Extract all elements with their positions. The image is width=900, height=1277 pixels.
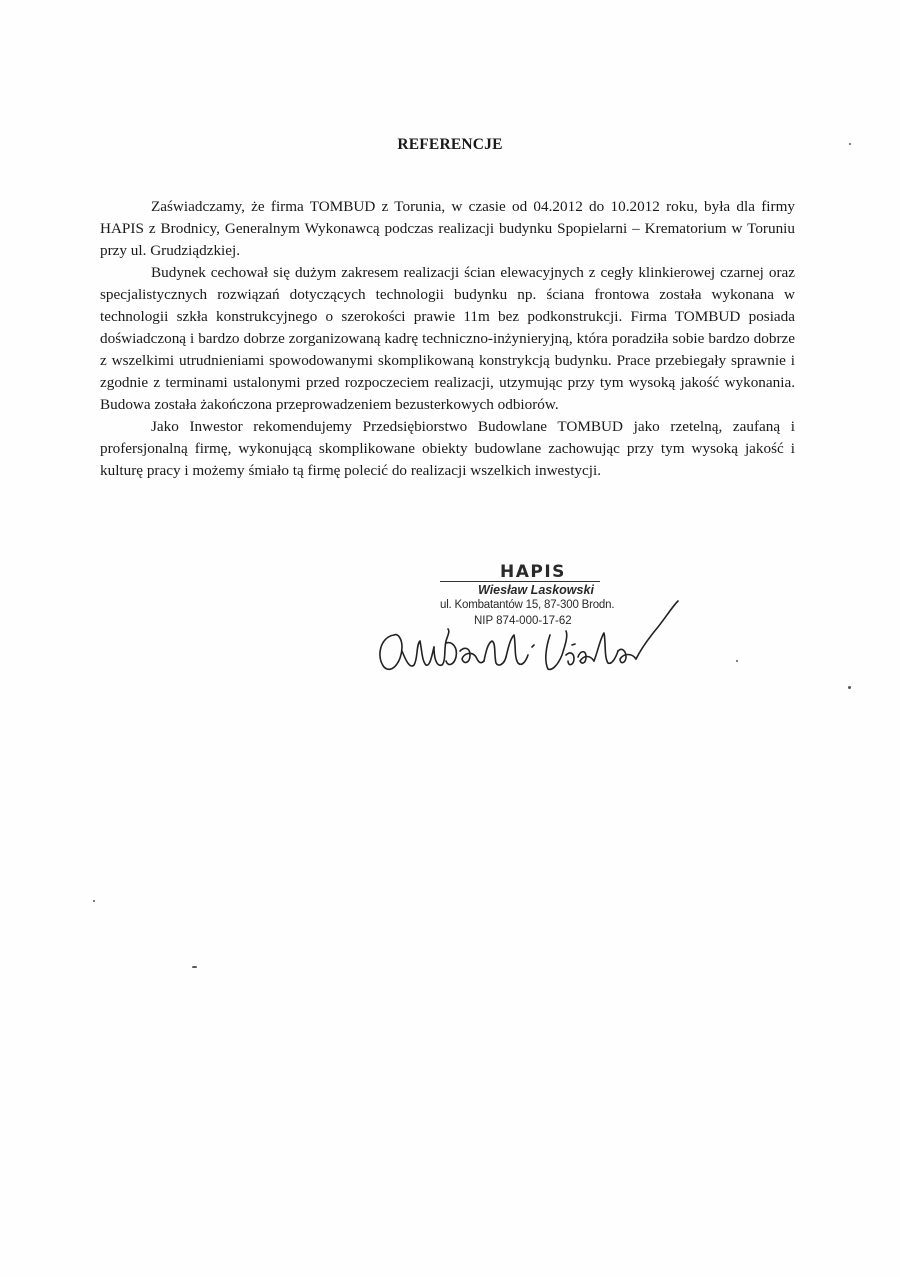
scan-speck	[93, 900, 95, 902]
scan-speck	[192, 966, 197, 968]
stamp-person-name: Wiesław Laskowski	[478, 583, 594, 597]
paragraph-2: Budynek cechował się dużym zakresem realizacji ścian elewacyjnych z cegły klinkierowej czarnej oraz specjalistycznych rozwiązań dotyczących technologii budynku np. ściana frontowa została wykonana w technologii szkła konstrukcyjnego o szerokości prawie 11m bez podkonstrukcji. Firma TOMBUD posiada doświadczoną i bardzo dobrze zorganizowaną kadrę techniczno-inżynieryjną, która poradziła sobie bardzo dobrze z wszelkimi utrudnieniami spowodowanymi skomplikowaną konstrykcją budynku. Prace przebiegały sprawnie i zgodnie z terminami ustalonymi przed rozpoczeciem realizacji, utzymując przy tym wysoką jakość wykonania. Budowa została żakończona przeprowadzeniem bezusterkowych odbiorów.	[100, 264, 795, 413]
document-title: REFERENCJE	[397, 136, 503, 153]
stamp-divider	[440, 581, 600, 582]
paragraph-1: Zaświadczamy, że firma TOMBUD z Torunia, w czasie od 04.2012 do 10.2012 roku, była dla firmy HAPIS z Brodnicy, Generalnym Wykonawcą podczas realizacji budynku Spopielarni – Krematorium w Toruniu przy ul. Grudziądzkiej.	[100, 198, 795, 259]
scan-speck	[736, 660, 738, 662]
handwritten-signature	[372, 595, 692, 685]
scan-speck	[849, 143, 851, 145]
stamp-address: ul. Kombatantów 15, 87-300 Brodn.	[440, 599, 615, 611]
document-body	[100, 196, 795, 482]
paragraph-3: Jako Inwestor rekomendujemy Przedsiębiorstwo Budowlane TOMBUD jako rzetelną, zaufaną i profersjonalną firmę, wykonującą skomplikowane obiekty budowlane zachowując przy tym wysoką jakość i kulturę pracy i możemy śmiało tą firmę polecić do realizacji wszelkich inwestycji.	[100, 418, 795, 479]
stamp-nip: NIP 874-000-17-62	[474, 615, 572, 627]
scan-speck	[848, 686, 851, 689]
stamp-company-name: HAPIS	[500, 562, 566, 582]
